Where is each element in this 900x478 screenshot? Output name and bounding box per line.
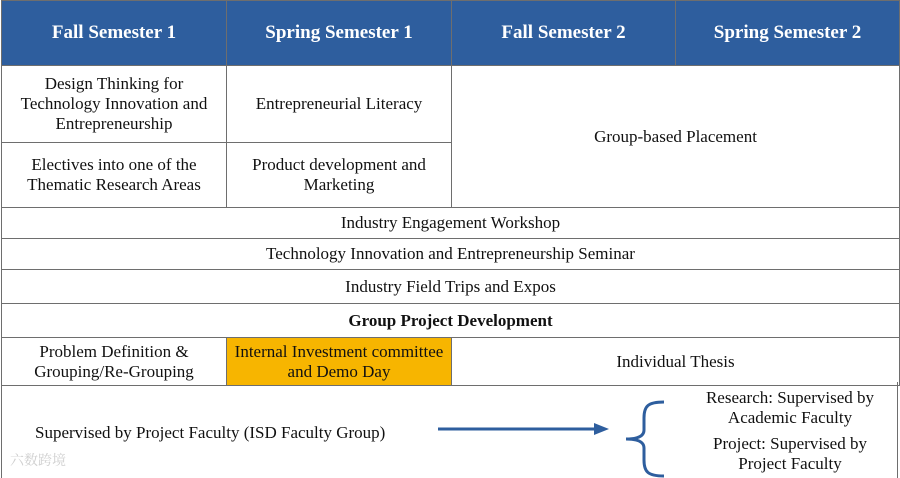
cell-individual-thesis: Individual Thesis (452, 338, 900, 386)
cell-industry-workshop: Industry Engagement Workshop (2, 208, 900, 239)
supervision-left-text: Supervised by Project Faculty (ISD Faculty Group) (35, 423, 386, 442)
cell-demo-day: Internal Investment committee and Demo Day (227, 338, 452, 386)
table-row (2, 338, 900, 386)
cell-product-development: Product development and Marketing (227, 143, 452, 208)
supervision-section (1, 382, 898, 478)
right-arrow-icon (438, 422, 610, 436)
header-spring-semester-1: Spring Semester 1 (227, 1, 452, 66)
program-structure-table (1, 0, 900, 386)
cell-entrepreneurial-literacy: Entrepreneurial Literacy (227, 66, 452, 143)
cell-group-project-development: Group Project Development (2, 304, 900, 338)
watermark-logo: 六数跨境 (10, 453, 66, 469)
curly-brace-icon (620, 400, 670, 478)
header-fall-semester-1: Fall Semester 1 (2, 1, 227, 66)
table-row (2, 66, 900, 143)
header-fall-semester-2: Fall Semester 2 (452, 1, 676, 66)
cell-problem-definition: Problem Definition & Grouping/Re-Grouping (2, 338, 227, 386)
table-row (2, 270, 900, 304)
header-row (2, 1, 900, 66)
cell-field-trips: Industry Field Trips and Expos (2, 270, 900, 304)
project-supervision-text: Project: Supervised by Project Faculty (713, 434, 867, 473)
research-supervision-text: Research: Supervised by Academic Faculty (705, 388, 875, 427)
cell-seminar: Technology Innovation and Entrepreneurship Seminar (2, 239, 900, 270)
table-row (2, 304, 900, 338)
cell-electives: Electives into one of the Thematic Research Areas (2, 143, 227, 208)
cell-group-based-placement: Group-based Placement (452, 66, 900, 208)
table-row (2, 208, 900, 239)
header-spring-semester-2: Spring Semester 2 (676, 1, 900, 66)
table-row (2, 239, 900, 270)
cell-design-thinking: Design Thinking for Technology Innovation and Entrepreneurship (2, 66, 227, 143)
supervision-options (690, 388, 890, 474)
